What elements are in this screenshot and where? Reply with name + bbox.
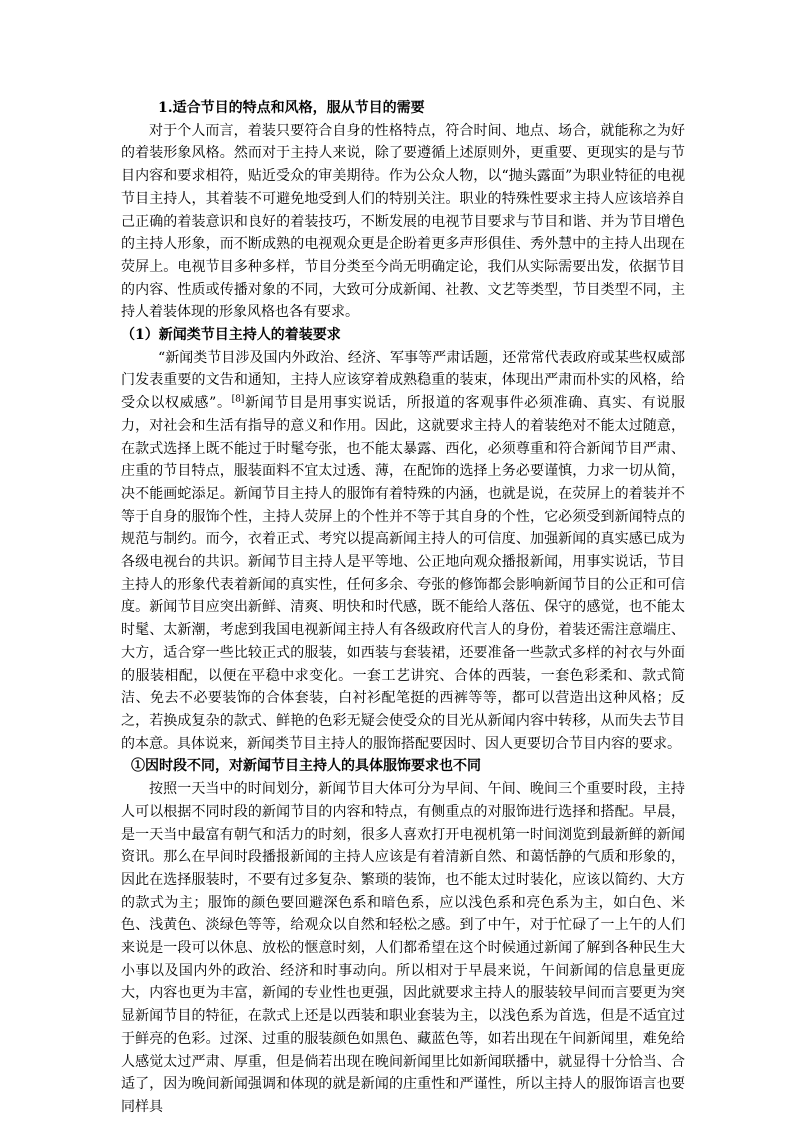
section-heading-2: （1）新闻类节目主持人的着装要求 (121, 327, 341, 344)
body-paragraph-1: 对于个人而言，着装只要符合自身的性格特点，符合时间、地点、场合，就能称之为好的着装形象风格。然而对于主持人来说，除了要遵循上述原则外，更重要、更现实的是与节目内容和要求相符，贴近受众的审美期待。作为公众人物，以“抛头露面”为职业特征的电视节目主持人，其着装不可避免地受到人们的特别关注。职业的特殊性要求主持人应该培养自己正确的着装意识和良好的着装技巧，不断发展的电视节目要求与节目和谐、并为节目增色的主持人形象，而不断成熟的电视观众更是企盼着更多声形俱佳、秀外慧中的主持人出现在荧屏上。电视节目多种多样，节目分类至今尚无明确定论，我们从实际需要出发，依据节目的内容、性质或传播对象的不同，大致可分成新闻、社教、文艺等类型，节目类型不同，主持人着装体现的形象风格也各有要求。 (121, 122, 685, 321)
body-paragraph-3: 按照一天当中的时间划分，新闻节目大体可分为早间、午间、晚间三个重要时段，主持人可以根据不同时段的新闻节目的内容和特点，有侧重点的对服饰进行选择和搭配。早晨，是一天当中最富有朝气和活力的时刻，很多人喜欢打开电视机第一时间浏览到最新鲜的新闻资讯。那么在早间时段播报新闻的主持人应该是有着清新自然、和蔼恬静的气质和形象的，因此在选择服装时，不要有过多复杂、繁琐的装饰，也不能太过时装化，应该以简约、大方的款式为主；服饰的颜色要回避深色系和暗色系，应以浅色系和亮色系为主，如白色、米色、浅黄色、淡绿色等等，给观众以自然和轻松之感。到了中午，对于忙碌了一上午的人们来说是一段可以休息、放松的惬意时刻，人们都希望在这个时候通过新闻了解到各种民生大小事以及国内外的政治、经济和时事动向。所以相对于早晨来说，午间新闻的信息量更庞大，内容也更为丰富，新闻的专业性也更强，因此就要求主持人的服装较早间而言要更为突显新闻节目的特征，在款式上还是以西装和职业套装为主，以浅色系为首选，但是不适宜过于鲜亮的色彩。过深、过重的服装颜色如黑色、藏蓝色等，如若出现在午间新闻里，难免给人感觉太过严肃、厚重，但是倘若出现在晚间新闻里比如新闻联播中，就显得十分恰当、合适了，因为晚间新闻强调和体现的就是新闻的庄重性和严谨性，所以主持人的服饰语言也要同样具 (121, 781, 685, 1115)
section-heading-1: 1.适合节目的特点和风格，服从节目的需要 (158, 100, 425, 116)
reference-marker: [8] (231, 394, 245, 405)
document-page (121, 97, 685, 1119)
quotation-text: “新闻类节目涉及国内外政治、经济、军事等严肃话题，还常常代表政府或某些权威部门发表重要的文告和通知，主持人应该穿着成熟稳重的装束，体现出严肃而朴实的风格，给受众以权威感”。 (121, 349, 685, 412)
section-heading-3: ①因时段不同，对新闻节目主持人的具体服饰要求也不同 (131, 758, 481, 775)
body-paragraph-2 (121, 347, 685, 756)
paragraph-continuation: 新闻节目是用事实说话，所报道的客观事件必须准确、真实、有说服力，对社会和生活有指导的意义和作用。因此，这就要求主持人的着装绝对不能太过随意，在款式选择上既不能过于时髦夸张，也不能太暴露、西化，必须尊重和符合新闻节目严肃、庄重的节目特点，服装面料不宜太过透、薄，在配饰的选择上务必要谨慎，力求一切从简，决不能画蛇添足。新闻节目主持人的服饰有着特殊的内涵，也就是说，在荧屏上的着装并不等于自身的服饰个性，主持人荧屏上的个性并不等于其自身的个性，它必须受到新闻特点的规范与制约。而今，衣着正式、考究以提高新闻主持人的可信度、加强新闻的真实感已成为各级电视台的共识。新闻节目主持人是平等地、公正地向观众播报新闻，用事实说话，节目主持人的形象代表着新闻的真实性，任何多余、夸张的修饰都会影响新闻节目的公正和可信度。新闻节目应突出新鲜、清爽、明快和时代感，既不能给人落伍、保守的感觉，也不能太时髦、太新潮，考虑到我国电视新闻主持人有各级政府代言人的身份，着装还需注意端庄、大方，适合穿一些比较正式的服装，如西装与套装裙，还要准备一些款式多样的衬衣与外面的服装相配，以便在平稳中求变化。一套工艺讲究、合体的西装，一套色彩柔和、款式简洁、免去不必要装饰的合体套装，白衬衫配笔挺的西裤等等，都可以营造出这种风格；反之，若换成复杂的款式、鲜艳的色彩无疑会使受众的目光从新闻内容中转移，从而失去节目的本意。具体说来，新闻类节目主持人的服饰搭配要因时、因人更要切合节目内容的要求。 (121, 395, 685, 752)
